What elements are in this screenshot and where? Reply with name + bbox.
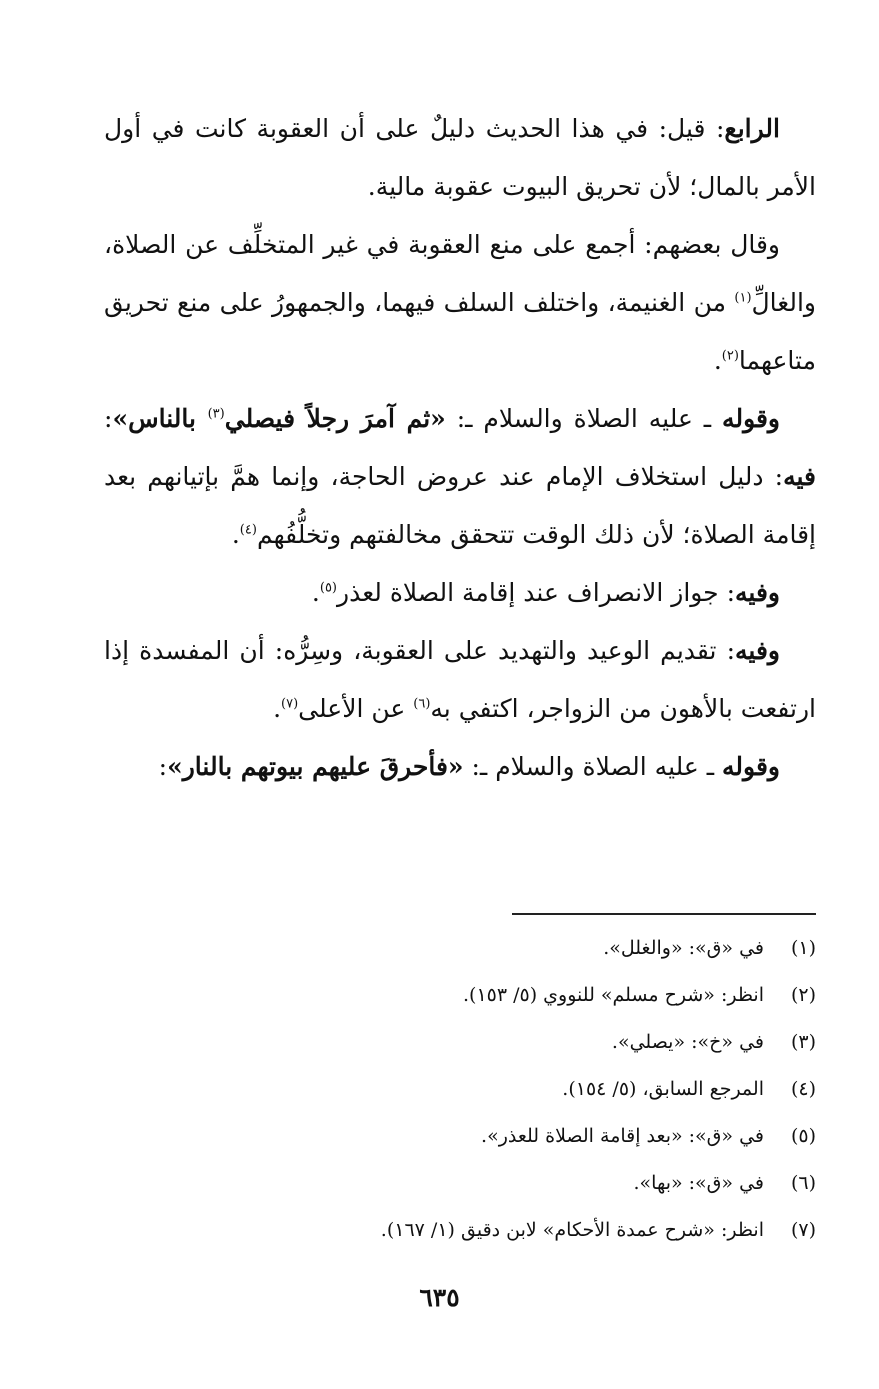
footnote-text: انظر: «شرح مسلم» للنووي (٥/ ١٥٣).	[462, 984, 764, 1006]
hadith-quote-end: بالناس»	[112, 404, 208, 433]
footnote-ref[interactable]: (٣)	[207, 406, 225, 422]
footnotes	[104, 925, 816, 1254]
footnote-text: في «خ»: «يصلي».	[611, 1031, 764, 1053]
paragraph-text: ـ عليه الصلاة والسلام ـ:	[445, 404, 723, 433]
paragraph-lead: وفيه	[735, 636, 780, 665]
footnote-ref[interactable]: (٢)	[721, 348, 739, 364]
main-text	[104, 100, 816, 796]
paragraph-lead: وفيه	[735, 578, 780, 607]
footnote-number: (٥)	[790, 1125, 816, 1147]
paragraph-2	[104, 216, 816, 390]
paragraph-text: : دليل استخلاف الإمام عند عروض الحاجة، وإنما همَّ بإتيانهم بعد إقامة الصلاة؛ لأن ذلك الوقت تتحقق مخالفتهم وتخلُّفُهم	[104, 462, 816, 549]
paragraph-text: ـ عليه الصلاة والسلام ـ:	[463, 752, 723, 781]
footnote-item	[104, 925, 816, 972]
paragraph-text: عن الأعلى	[298, 694, 414, 723]
paragraph-text: :	[158, 752, 168, 781]
footnote-number: (٢)	[790, 984, 816, 1006]
footnote-number: (١)	[790, 937, 816, 959]
paragraph-lead: وقوله	[722, 752, 780, 781]
footnote-ref[interactable]: (٤)	[239, 522, 257, 538]
paragraph-lead: وقوله	[722, 404, 781, 433]
paragraph-text: .	[311, 578, 320, 607]
footnote-ref[interactable]: (٥)	[319, 580, 337, 596]
footnote-divider	[512, 913, 816, 915]
footnote-item	[104, 972, 816, 1019]
paragraph-text: من الغنيمة، واختلف السلف فيهما، والجمهورُ على منع تحريق متاعهما	[104, 288, 816, 375]
page-number: ٦٣٥	[419, 1283, 460, 1312]
paragraph-text: : تقديم الوعيد والتهديد على العقوبة، وسِرُّه: أن المفسدة إذا ارتفعت بالأهون من الزواجر، اكتفي به	[104, 636, 816, 723]
hadith-quote: «ثم آمرَ رجلاً فيصلي	[224, 404, 446, 433]
footnote-item	[104, 1066, 816, 1113]
paragraph-1	[104, 100, 816, 216]
footnote-ref[interactable]: (٧)	[281, 696, 299, 712]
footnote-text: المرجع السابق، (٥/ ١٥٤).	[562, 1078, 764, 1100]
footnote-text: في «ق»: «والغلل».	[603, 937, 764, 959]
footnote-text: انظر: «شرح عمدة الأحكام» لابن دقيق (١/ ١٦٧).	[380, 1219, 764, 1241]
footnote-number: (٧)	[790, 1219, 816, 1241]
paragraph-text: .	[231, 520, 240, 549]
footnote-text: في «ق»: «بها».	[633, 1172, 764, 1194]
footnote-text: في «ق»: «بعد إقامة الصلاة للعذر».	[481, 1125, 764, 1147]
paragraph-5	[104, 622, 816, 738]
paragraph-text: وقال بعضهم: أجمع على منع العقوبة في غير المتخلِّف عن الصلاة، والغالِّ	[104, 230, 816, 317]
footnote-ref[interactable]: (١)	[734, 290, 752, 306]
paragraph-text: :	[104, 404, 113, 433]
footnote-item	[104, 1113, 816, 1160]
footnote-ref[interactable]: (٦)	[413, 696, 431, 712]
footnote-number: (٣)	[790, 1031, 816, 1053]
footnote-item	[104, 1160, 816, 1207]
paragraph-lead: الرابع	[724, 114, 780, 143]
paragraph-text: .	[713, 346, 722, 375]
paragraph-3	[104, 390, 816, 564]
footnote-item	[104, 1019, 816, 1066]
paragraph-6	[104, 738, 816, 796]
footnote-number: (٤)	[790, 1078, 816, 1100]
footnote-number: (٦)	[790, 1172, 816, 1194]
hadith-quote: «فأحرقَ عليهم بيوتهم بالنار»	[167, 752, 464, 781]
paragraph-text: .	[273, 694, 282, 723]
paragraph-4	[104, 564, 816, 622]
footnote-item	[104, 1207, 816, 1254]
paragraph-lead: فيه	[783, 462, 816, 491]
paragraph-text: : قيل: في هذا الحديث دليلٌ على أن العقوبة كانت في أول الأمر بالمال؛ لأن تحريق البيوت عقوبة مالية.	[104, 114, 816, 201]
paragraph-text: : جواز الانصراف عند إقامة الصلاة لعذر	[337, 578, 736, 607]
